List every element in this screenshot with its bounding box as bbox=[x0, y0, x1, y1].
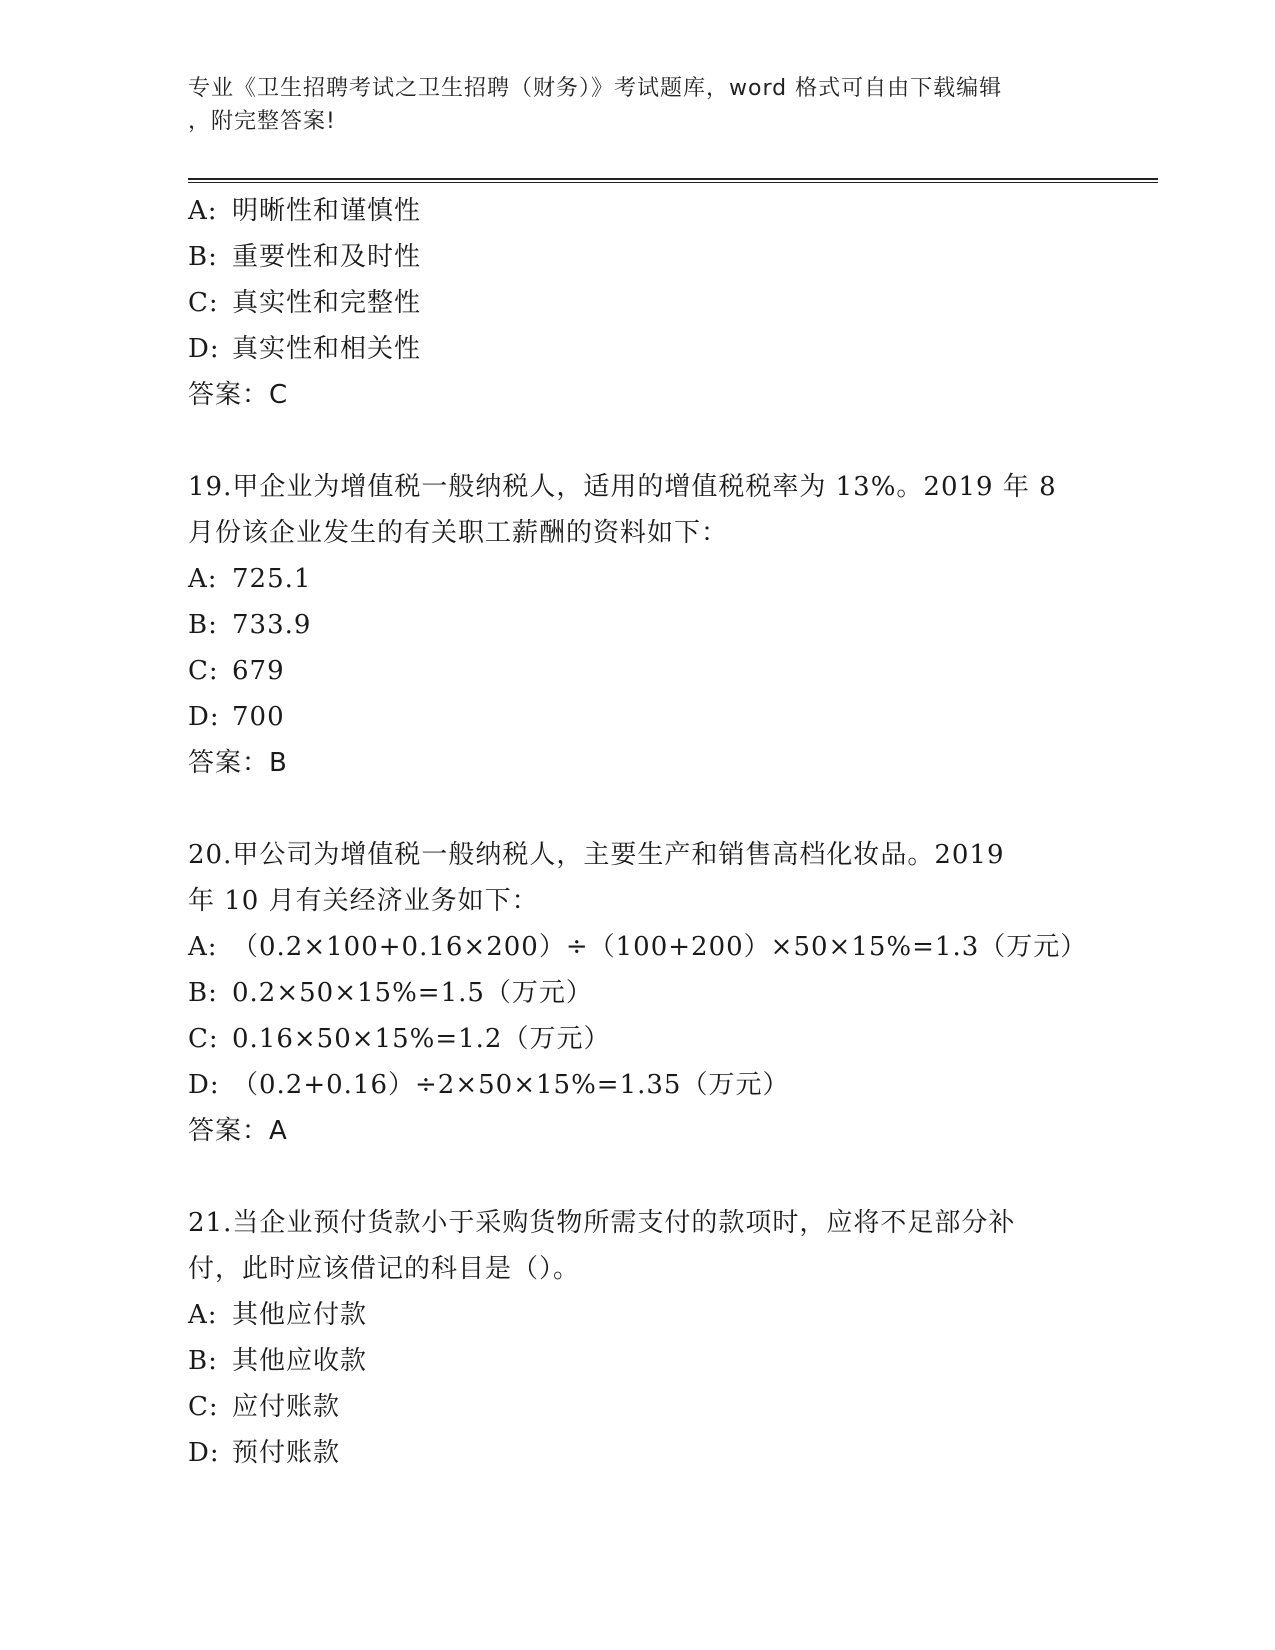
option-c bbox=[188, 648, 1088, 694]
spacer bbox=[188, 418, 1088, 464]
document-header bbox=[188, 72, 1088, 138]
question-stem-line-2: 年 10 月有关经济业务如下： bbox=[188, 886, 539, 916]
question-stem-line-1: 21.当企业预付货款小于采购货物所需支付的款项时，应将不足部分补 bbox=[188, 1208, 1016, 1238]
option-text: （0.2+0.16）÷2×50×15%=1.35（万元） bbox=[232, 1070, 790, 1100]
option-b bbox=[188, 602, 1088, 648]
question-18 bbox=[188, 188, 1088, 418]
answer: 答案：B bbox=[188, 748, 288, 778]
answer: 答案：A bbox=[188, 1116, 288, 1146]
spacer bbox=[188, 786, 1088, 832]
option-d bbox=[188, 1062, 1088, 1108]
option-label: D: bbox=[188, 1438, 220, 1468]
question-stem-line-2: 付，此时应该借记的科目是（）。 bbox=[188, 1254, 581, 1284]
option-text: 其他应付款 bbox=[232, 1300, 368, 1330]
question-stem-line-2: 月份该企业发生的有关职工薪酬的资料如下： bbox=[188, 518, 729, 548]
option-a bbox=[188, 188, 1088, 234]
option-text: 725.1 bbox=[232, 564, 312, 594]
option-label: B: bbox=[188, 978, 218, 1008]
option-b bbox=[188, 1338, 1088, 1384]
question-21 bbox=[188, 1200, 1088, 1476]
option-c bbox=[188, 280, 1088, 326]
option-c bbox=[188, 1384, 1088, 1430]
option-label: A: bbox=[188, 932, 218, 962]
option-text: 679 bbox=[232, 656, 285, 686]
option-label: B: bbox=[188, 242, 218, 272]
option-label: C: bbox=[188, 1024, 219, 1054]
question-19 bbox=[188, 464, 1088, 786]
option-text: 真实性和相关性 bbox=[232, 334, 422, 364]
question-stem-line-1: 19.甲企业为增值税一般纳税人，适用的增值税税率为 13%。2019 年 8 bbox=[188, 472, 1057, 502]
header-line-2: ，附完整答案! bbox=[188, 109, 336, 134]
question-list bbox=[188, 188, 1088, 1476]
option-label: A: bbox=[188, 196, 218, 226]
option-a bbox=[188, 556, 1088, 602]
option-text: 明晰性和谨慎性 bbox=[232, 196, 422, 226]
option-text: 733.9 bbox=[232, 610, 312, 640]
answer: 答案：C bbox=[188, 380, 289, 410]
option-label: A: bbox=[188, 564, 218, 594]
option-label: B: bbox=[188, 610, 218, 640]
option-a bbox=[188, 924, 1088, 970]
question-stem-line-1: 20.甲公司为增值税一般纳税人，主要生产和销售高档化妆品。2019 bbox=[188, 840, 1005, 870]
option-c bbox=[188, 1016, 1088, 1062]
option-label: C: bbox=[188, 656, 219, 686]
option-label: C: bbox=[188, 1392, 219, 1422]
option-label: A: bbox=[188, 1300, 218, 1330]
option-text: 0.16×50×15%=1.2（万元） bbox=[232, 1024, 611, 1054]
option-label: C: bbox=[188, 288, 219, 318]
header-divider-thick bbox=[188, 178, 1158, 180]
option-text: 0.2×50×15%=1.5（万元） bbox=[232, 978, 593, 1008]
option-d bbox=[188, 1430, 1088, 1476]
question-20 bbox=[188, 832, 1088, 1154]
option-b bbox=[188, 234, 1088, 280]
option-label: D: bbox=[188, 702, 220, 732]
option-b bbox=[188, 970, 1088, 1016]
question-stem bbox=[188, 1200, 1088, 1292]
header-divider-thin bbox=[188, 182, 1158, 183]
option-text: （0.2×100+0.16×200）÷（100+200）×50×15%=1.3（万元） bbox=[232, 932, 1088, 962]
option-d bbox=[188, 694, 1088, 740]
option-a bbox=[188, 1292, 1088, 1338]
question-stem bbox=[188, 464, 1088, 556]
option-label: B: bbox=[188, 1346, 218, 1376]
option-text: 真实性和完整性 bbox=[232, 288, 422, 318]
option-label: D: bbox=[188, 334, 220, 364]
option-text: 应付账款 bbox=[232, 1392, 341, 1422]
option-d bbox=[188, 326, 1088, 372]
header-line-1: 专业《卫生招聘考试之卫生招聘（财务）》考试题库，word 格式可自由下载编辑 bbox=[188, 76, 1003, 101]
option-text: 重要性和及时性 bbox=[232, 242, 422, 272]
option-text: 其他应收款 bbox=[232, 1346, 368, 1376]
option-text: 预付账款 bbox=[232, 1438, 341, 1468]
spacer bbox=[188, 1154, 1088, 1200]
question-stem bbox=[188, 832, 1088, 924]
option-label: D: bbox=[188, 1070, 220, 1100]
option-text: 700 bbox=[232, 702, 285, 732]
